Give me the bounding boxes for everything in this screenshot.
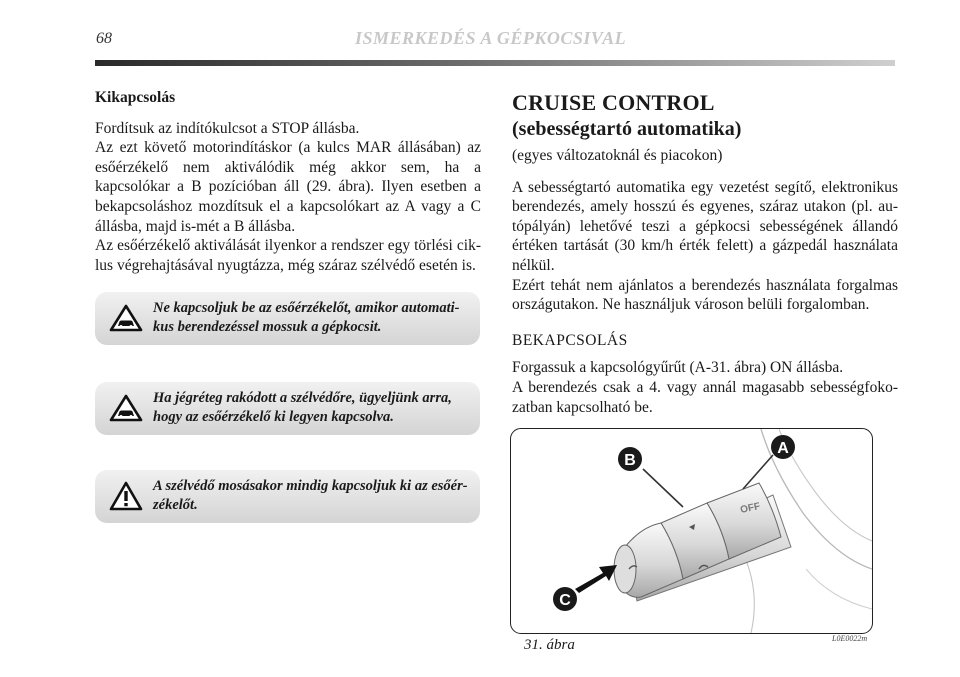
warning-text: Ha jégréteg rakódott a szélvédőre, ügyeljünk arra, hogy az esőérzékelő ki legyen kapcsolva.: [153, 390, 452, 425]
warning-box: [95, 382, 480, 435]
page-number: 68: [96, 30, 112, 47]
paragraph: Forgassuk a kapcsológyűrűt (A-31. ábra) ON állásba.: [512, 359, 844, 377]
warning-box: [95, 470, 480, 523]
figure-cruise-control-lever: [510, 428, 873, 634]
warning-text: Ne kapcsoljuk be az esőérzékelőt, amikor automati-kus berendezéssel mossuk a gépkocsit.: [153, 300, 460, 335]
paragraph: Az esőérzékelő aktiválását ilyenkor a rendszer egy törlési cik-lus végrehajtásával nyugtázza, még száraz szélvédő esetén is.: [95, 237, 481, 274]
running-header: ISMERKEDÉS A GÉPKOCSIVAL: [355, 28, 627, 48]
section-subtitle: (sebességtartó automatika): [512, 118, 742, 140]
car-warning-icon: [109, 304, 143, 338]
warning-text: A szélvédő mosásakor mindig kapcsoljuk ki az esőér-zékelőt.: [153, 478, 468, 513]
warning-box: [95, 292, 480, 345]
paragraph: A sebességtartó automatika egy vezetést segítő, elektronikus berendezés, amely hosszú és egyenes, száraz utakon (pl. au-tópályán) lehetővé teszi a gépkocsi sebességének állandó értéken tartását (30 km/h érték felett) a gázpedál használata nélkül.: [512, 178, 898, 274]
paragraph: Ezért tehát nem ajánlatos a berendezés használata forgalmas országutakon. Ne használjuk városon belüli forgalomban.: [512, 276, 898, 314]
subsection-heading: BEKAPCSOLÁS: [512, 331, 628, 349]
callout-label-b: B: [624, 452, 636, 469]
callout-label-a: A: [777, 440, 789, 457]
right-column: [512, 90, 898, 417]
callout-label-c: C: [559, 592, 571, 609]
figure-code: L0E0022m: [832, 634, 868, 643]
exclamation-warning-icon: [109, 481, 143, 517]
paragraph: A berendezés csak a 4. vagy annál magasabb sebességfoko-zatban kapcsolható be.: [512, 378, 898, 416]
paragraph: Az ezt követő motorindításkor (a kulcs MAR állásában) az esőérzékelő nem aktiválódik még akkor sem, ha a kapcsolókar a B pozícióban áll (29. ábra). Ilyen esetben a bekapcsoláshoz mozdítsuk el a kapcsolókart az A vagy a C állásba, majd is-mét a B állásba.: [95, 139, 481, 235]
ring-label-off: OFF: [739, 501, 762, 516]
left-column: [95, 88, 481, 275]
car-warning-icon: [109, 394, 143, 428]
header-rule: [95, 60, 895, 66]
figure-caption: 31. ábra: [524, 637, 575, 653]
paragraph: Fordítsuk az indítókulcsot a STOP állásba.: [95, 119, 360, 137]
section-title: CRUISE CONTROL: [512, 90, 715, 115]
subhead-kikapcsolas: Kikapcsolás: [95, 89, 176, 106]
availability-note: (egyes változatoknál és piacokon): [512, 147, 723, 164]
lever-illustration: [511, 429, 872, 633]
